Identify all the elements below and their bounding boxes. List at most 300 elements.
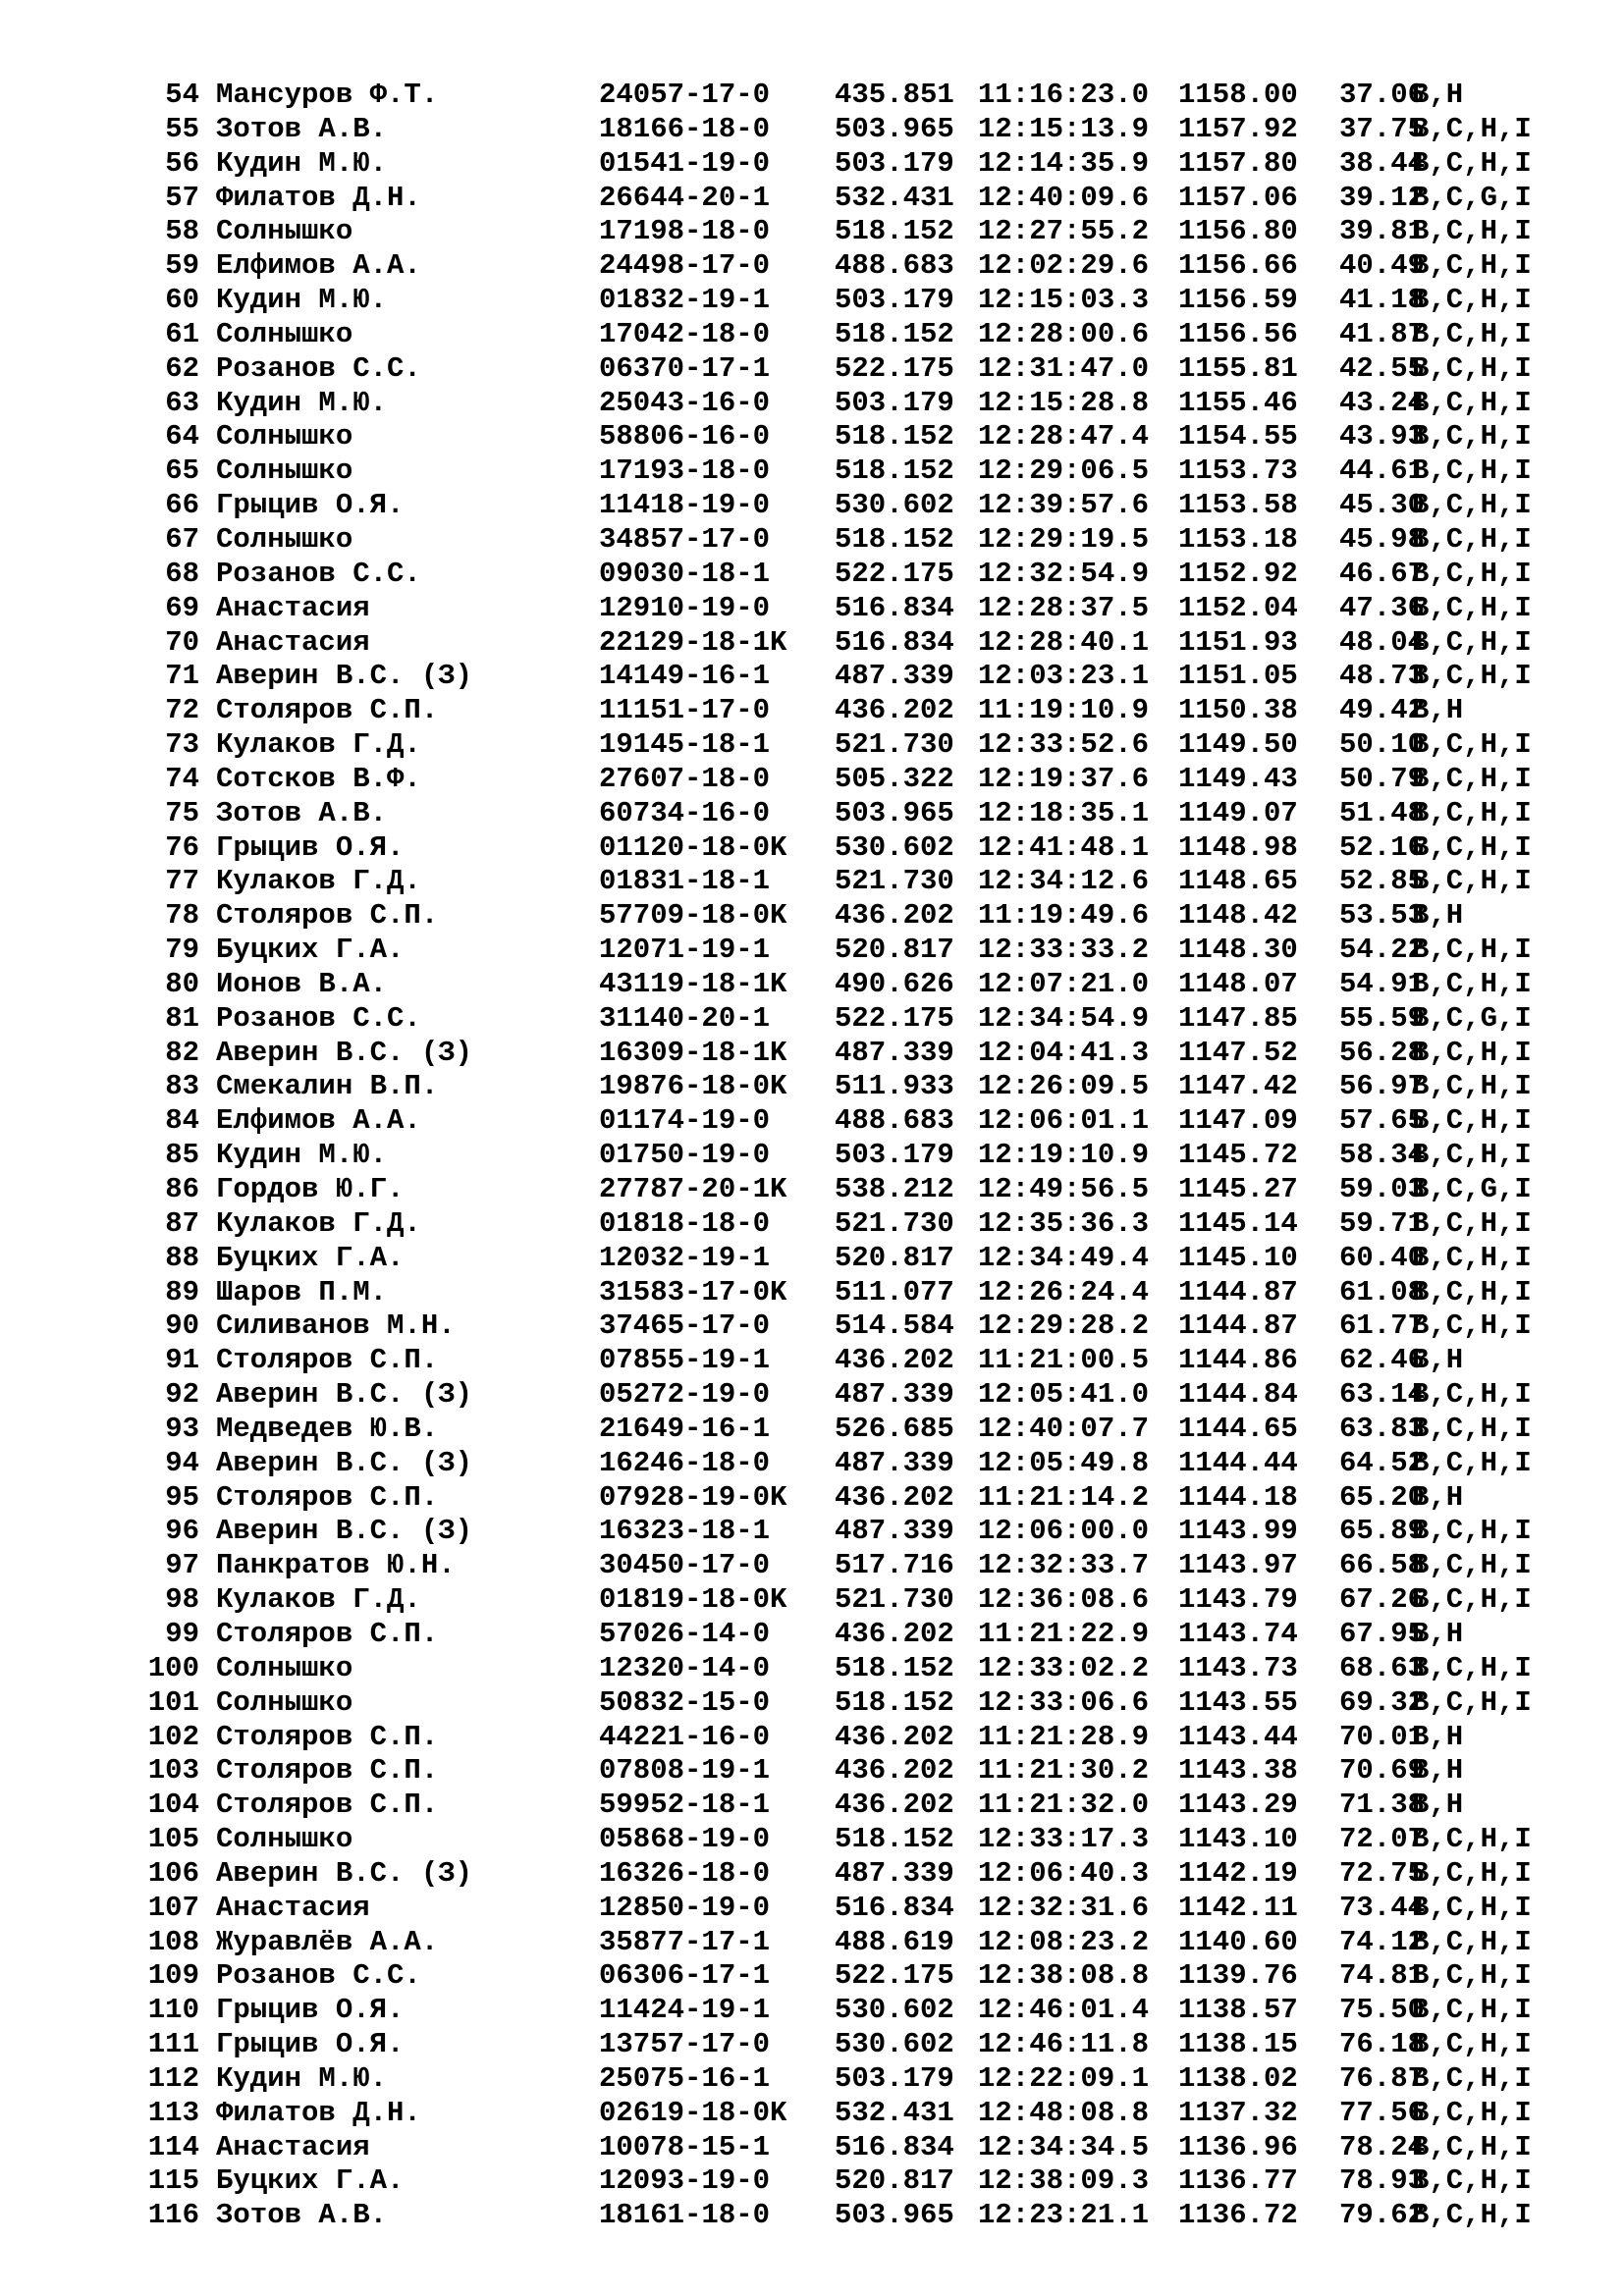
- speed-cell: 1138.15: [1178, 2028, 1298, 2061]
- speed-cell: 1143.55: [1178, 1685, 1298, 1719]
- table-row: [0, 1959, 1624, 1994]
- fancier-name-cell: Столяров С.П.: [216, 1480, 439, 1514]
- flags-cell: B,C,H,I: [1412, 386, 1532, 419]
- speed-cell: 1148.07: [1178, 967, 1298, 1000]
- arrival-time-cell: 12:18:35.1: [978, 796, 1150, 829]
- speed-cell: 1142.19: [1178, 1856, 1298, 1890]
- speed-cell: 1157.80: [1178, 146, 1298, 180]
- ring-number-cell: 17198-18-0: [599, 215, 771, 248]
- table-row: [0, 1037, 1624, 1071]
- distance-cell: 516.834: [835, 1891, 954, 1924]
- coefficient-cell: 74.12: [1339, 1925, 1426, 1958]
- distance-cell: 522.175: [835, 557, 954, 590]
- speed-cell: 1143.79: [1178, 1583, 1298, 1617]
- arrival-time-cell: 12:07:21.0: [978, 967, 1150, 1000]
- fancier-name-cell: Кудин М.Ю.: [216, 2061, 388, 2095]
- fancier-name-cell: Грыцив О.Я.: [216, 489, 405, 522]
- speed-cell: 1143.99: [1178, 1515, 1298, 1548]
- arrival-time-cell: 12:33:02.2: [978, 1651, 1150, 1684]
- arrival-time-cell: 12:46:01.4: [978, 1994, 1150, 2027]
- ring-number-cell: 35877-17-1: [599, 1925, 771, 1958]
- fancier-name-cell: Анастасия: [216, 1891, 370, 1924]
- arrival-time-cell: 12:19:37.6: [978, 762, 1150, 795]
- table-row: [0, 831, 1624, 866]
- fancier-name-cell: Журавлёв А.А.: [216, 1925, 439, 1958]
- speed-cell: 1147.42: [1178, 1070, 1298, 1103]
- fancier-name-cell: Зотов А.В.: [216, 796, 388, 829]
- table-row: [0, 1823, 1624, 1857]
- fancier-name-cell: Мансуров Ф.Т.: [216, 79, 439, 111]
- distance-cell: 520.817: [835, 1241, 954, 1274]
- coefficient-cell: 41.87: [1339, 317, 1426, 350]
- ring-number-cell: 16323-18-1: [599, 1515, 771, 1548]
- distance-cell: 511.077: [835, 1275, 954, 1308]
- ring-number-cell: 13757-17-0: [599, 2028, 771, 2061]
- flags-cell: B,C,H,I: [1412, 1891, 1532, 1924]
- arrival-time-cell: 11:21:22.9: [978, 1617, 1150, 1650]
- ring-number-cell: 01750-19-0: [599, 1139, 771, 1172]
- rank-cell: 67: [165, 522, 199, 556]
- rank-cell: 101: [147, 1685, 199, 1719]
- coefficient-cell: 65.89: [1339, 1515, 1426, 1548]
- speed-cell: 1143.38: [1178, 1754, 1298, 1788]
- fancier-name-cell: Смекалин В.П.: [216, 1070, 439, 1103]
- speed-cell: 1152.04: [1178, 591, 1298, 624]
- rank-cell: 90: [165, 1309, 199, 1343]
- arrival-time-cell: 12:23:21.1: [978, 2199, 1150, 2232]
- flags-cell: B,C,H,I: [1412, 1036, 1532, 1069]
- arrival-time-cell: 12:32:54.9: [978, 557, 1150, 590]
- rank-cell: 60: [165, 284, 199, 317]
- coefficient-cell: 45.98: [1339, 522, 1426, 556]
- speed-cell: 1136.72: [1178, 2199, 1298, 2232]
- distance-cell: 518.152: [835, 420, 954, 454]
- rank-cell: 102: [147, 1720, 199, 1753]
- flags-cell: B,C,H,I: [1412, 796, 1532, 829]
- rank-cell: 68: [165, 557, 199, 590]
- fancier-name-cell: Столяров С.П.: [216, 1344, 439, 1377]
- rank-cell: 108: [147, 1925, 199, 1958]
- speed-cell: 1144.65: [1178, 1412, 1298, 1445]
- speed-cell: 1156.66: [1178, 249, 1298, 283]
- rank-cell: 59: [165, 249, 199, 283]
- coefficient-cell: 59.71: [1339, 1206, 1426, 1240]
- fancier-name-cell: Анастасия: [216, 2130, 370, 2163]
- arrival-time-cell: 12:14:35.9: [978, 146, 1150, 180]
- fancier-name-cell: Шаров П.М.: [216, 1275, 388, 1308]
- fancier-name-cell: Аверин В.С. (З): [216, 1515, 473, 1548]
- coefficient-cell: 59.03: [1339, 1173, 1426, 1205]
- speed-cell: 1145.27: [1178, 1173, 1298, 1205]
- arrival-time-cell: 12:38:08.8: [978, 1959, 1150, 1993]
- fancier-name-cell: Столяров С.П.: [216, 1617, 439, 1650]
- coefficient-cell: 60.40: [1339, 1241, 1426, 1274]
- speed-cell: 1148.65: [1178, 865, 1298, 898]
- rank-cell: 63: [165, 386, 199, 419]
- distance-cell: 517.716: [835, 1549, 954, 1582]
- arrival-time-cell: 11:21:30.2: [978, 1754, 1150, 1788]
- rank-cell: 111: [147, 2028, 199, 2061]
- coefficient-cell: 72.07: [1339, 1823, 1426, 1856]
- flags-cell: B,H: [1412, 1754, 1464, 1788]
- ring-number-cell: 11151-17-0: [599, 694, 771, 727]
- distance-cell: 516.834: [835, 625, 954, 659]
- flags-cell: B,C,H,I: [1412, 489, 1532, 522]
- ring-number-cell: 21649-16-1: [599, 1412, 771, 1445]
- distance-cell: 503.179: [835, 2061, 954, 2095]
- coefficient-cell: 79.62: [1339, 2199, 1426, 2232]
- fancier-name-cell: Анастасия: [216, 591, 370, 624]
- table-row: [0, 1549, 1624, 1583]
- table-row: [0, 1754, 1624, 1789]
- distance-cell: 436.202: [835, 694, 954, 727]
- arrival-time-cell: 12:34:54.9: [978, 1001, 1150, 1035]
- flags-cell: B,C,H,I: [1412, 215, 1532, 248]
- fancier-name-cell: Солнышко: [216, 420, 353, 454]
- table-row: [0, 1721, 1624, 1755]
- ring-number-cell: 12093-19-0: [599, 2164, 771, 2198]
- ring-number-cell: 19876-18-0K: [599, 1070, 787, 1103]
- arrival-time-cell: 12:34:34.5: [978, 2130, 1150, 2163]
- rank-cell: 80: [165, 967, 199, 1000]
- fancier-name-cell: Столяров С.П.: [216, 1789, 439, 1822]
- fancier-name-cell: Анастасия: [216, 625, 370, 659]
- flags-cell: B,C,H,I: [1412, 2130, 1532, 2163]
- table-row: [0, 1481, 1624, 1516]
- distance-cell: 436.202: [835, 899, 954, 933]
- distance-cell: 518.152: [835, 1823, 954, 1856]
- distance-cell: 436.202: [835, 1720, 954, 1753]
- flags-cell: B,C,H,I: [1412, 284, 1532, 317]
- speed-cell: 1145.14: [1178, 1206, 1298, 1240]
- fancier-name-cell: Аверин В.С. (З): [216, 1446, 473, 1479]
- table-row: [0, 592, 1624, 626]
- distance-cell: 488.619: [835, 1925, 954, 1958]
- arrival-time-cell: 12:15:03.3: [978, 284, 1150, 317]
- coefficient-cell: 53.53: [1339, 899, 1426, 933]
- table-row: [0, 1583, 1624, 1618]
- speed-cell: 1152.92: [1178, 557, 1298, 590]
- table-row: [0, 182, 1624, 216]
- coefficient-cell: 65.20: [1339, 1480, 1426, 1514]
- coefficient-cell: 49.42: [1339, 694, 1426, 727]
- coefficient-cell: 37.75: [1339, 112, 1426, 145]
- ring-number-cell: 16326-18-0: [599, 1856, 771, 1890]
- fancier-name-cell: Филатов Д.Н.: [216, 181, 421, 214]
- fancier-name-cell: Розанов С.С.: [216, 1001, 421, 1035]
- rank-cell: 57: [165, 181, 199, 214]
- table-row: [0, 2028, 1624, 2062]
- arrival-time-cell: 12:08:23.2: [978, 1925, 1150, 1958]
- table-row: [0, 626, 1624, 661]
- rank-cell: 115: [147, 2164, 199, 2198]
- arrival-time-cell: 12:15:28.8: [978, 386, 1150, 419]
- arrival-time-cell: 12:33:06.6: [978, 1685, 1150, 1719]
- distance-cell: 490.626: [835, 967, 954, 1000]
- ring-number-cell: 37465-17-0: [599, 1309, 771, 1343]
- table-row: [0, 1139, 1624, 1173]
- speed-cell: 1136.96: [1178, 2130, 1298, 2163]
- speed-cell: 1148.30: [1178, 934, 1298, 967]
- speed-cell: 1157.06: [1178, 181, 1298, 214]
- flags-cell: B,C,H,I: [1412, 1685, 1532, 1719]
- coefficient-cell: 41.18: [1339, 284, 1426, 317]
- rank-cell: 84: [165, 1104, 199, 1138]
- speed-cell: 1148.98: [1178, 830, 1298, 864]
- rank-cell: 104: [147, 1789, 199, 1822]
- fancier-name-cell: Розанов С.С.: [216, 1959, 421, 1993]
- arrival-time-cell: 12:26:24.4: [978, 1275, 1150, 1308]
- flags-cell: B,C,H,I: [1412, 1070, 1532, 1103]
- flags-cell: B,C,H,I: [1412, 1994, 1532, 2027]
- fancier-name-cell: Солнышко: [216, 317, 353, 350]
- rank-cell: 61: [165, 317, 199, 350]
- fancier-name-cell: Буцких Г.А.: [216, 2164, 405, 2198]
- table-row: [0, 1070, 1624, 1104]
- fancier-name-cell: Кулаков Г.Д.: [216, 865, 421, 898]
- distance-cell: 503.965: [835, 2199, 954, 2232]
- fancier-name-cell: Елфимов А.А.: [216, 249, 421, 283]
- rank-cell: 78: [165, 899, 199, 933]
- table-row: [0, 113, 1624, 147]
- arrival-time-cell: 12:05:49.8: [978, 1446, 1150, 1479]
- distance-cell: 522.175: [835, 1001, 954, 1035]
- speed-cell: 1156.59: [1178, 284, 1298, 317]
- coefficient-cell: 54.22: [1339, 934, 1426, 967]
- table-row: [0, 79, 1624, 113]
- ring-number-cell: 12320-14-0: [599, 1651, 771, 1684]
- arrival-time-cell: 12:04:41.3: [978, 1036, 1150, 1069]
- flags-cell: B,C,H,I: [1412, 557, 1532, 590]
- fancier-name-cell: Розанов С.С.: [216, 557, 421, 590]
- flags-cell: B,C,H,I: [1412, 1275, 1532, 1308]
- arrival-time-cell: 12:06:01.1: [978, 1104, 1150, 1138]
- arrival-time-cell: 12:29:28.2: [978, 1309, 1150, 1343]
- fancier-name-cell: Солнышко: [216, 1685, 353, 1719]
- arrival-time-cell: 12:06:40.3: [978, 1856, 1150, 1890]
- flags-cell: B,H: [1412, 899, 1464, 933]
- arrival-time-cell: 12:40:09.6: [978, 181, 1150, 214]
- results-table: [0, 79, 1624, 2233]
- flags-cell: B,C,H,I: [1412, 522, 1532, 556]
- fancier-name-cell: Грыцив О.Я.: [216, 2028, 405, 2061]
- speed-cell: 1144.44: [1178, 1446, 1298, 1479]
- speed-cell: 1154.55: [1178, 420, 1298, 454]
- table-row: [0, 1515, 1624, 1549]
- flags-cell: B,C,H,I: [1412, 934, 1532, 967]
- table-row: [0, 2062, 1624, 2097]
- rank-cell: 77: [165, 865, 199, 898]
- table-row: [0, 215, 1624, 249]
- ring-number-cell: 44221-16-0: [599, 1720, 771, 1753]
- fancier-name-cell: Кулаков Г.Д.: [216, 728, 421, 762]
- coefficient-cell: 52.85: [1339, 865, 1426, 898]
- speed-cell: 1142.11: [1178, 1891, 1298, 1924]
- flags-cell: B,H: [1412, 1789, 1464, 1822]
- coefficient-cell: 67.95: [1339, 1617, 1426, 1650]
- table-row: [0, 1892, 1624, 1926]
- ring-number-cell: 01831-18-1: [599, 865, 771, 898]
- ring-number-cell: 01174-19-0: [599, 1104, 771, 1138]
- coefficient-cell: 76.18: [1339, 2028, 1426, 2061]
- rank-cell: 107: [147, 1891, 199, 1924]
- fancier-name-cell: Кудин М.Ю.: [216, 1139, 388, 1172]
- distance-cell: 521.730: [835, 865, 954, 898]
- distance-cell: 487.339: [835, 1378, 954, 1412]
- table-row: [0, 694, 1624, 728]
- table-row: [0, 1926, 1624, 1960]
- fancier-name-cell: Кудин М.Ю.: [216, 284, 388, 317]
- ring-number-cell: 25075-16-1: [599, 2061, 771, 2095]
- speed-cell: 1158.00: [1178, 79, 1298, 111]
- coefficient-cell: 76.87: [1339, 2061, 1426, 2095]
- coefficient-cell: 71.38: [1339, 1789, 1426, 1822]
- speed-cell: 1138.02: [1178, 2061, 1298, 2095]
- arrival-time-cell: 12:35:36.3: [978, 1206, 1150, 1240]
- distance-cell: 520.817: [835, 2164, 954, 2198]
- speed-cell: 1143.29: [1178, 1789, 1298, 1822]
- ring-number-cell: 05272-19-0: [599, 1378, 771, 1412]
- distance-cell: 520.817: [835, 934, 954, 967]
- flags-cell: B,C,H,I: [1412, 762, 1532, 795]
- ring-number-cell: 05868-19-0: [599, 1823, 771, 1856]
- flags-cell: B,C,H,I: [1412, 1856, 1532, 1890]
- rank-cell: 96: [165, 1515, 199, 1548]
- distance-cell: 532.431: [835, 2096, 954, 2129]
- fancier-name-cell: Сотсков В.Ф.: [216, 762, 421, 795]
- table-row: [0, 1173, 1624, 1207]
- flags-cell: B,C,H,I: [1412, 1206, 1532, 1240]
- speed-cell: 1139.76: [1178, 1959, 1298, 1993]
- rank-cell: 83: [165, 1070, 199, 1103]
- speed-cell: 1143.97: [1178, 1549, 1298, 1582]
- coefficient-cell: 48.73: [1339, 660, 1426, 693]
- rank-cell: 95: [165, 1480, 199, 1514]
- arrival-time-cell: 12:36:08.6: [978, 1583, 1150, 1617]
- speed-cell: 1150.38: [1178, 694, 1298, 727]
- arrival-time-cell: 12:46:11.8: [978, 2028, 1150, 2061]
- flags-cell: B,C,H,I: [1412, 1959, 1532, 1993]
- arrival-time-cell: 12:49:56.5: [978, 1173, 1150, 1205]
- coefficient-cell: 39.12: [1339, 181, 1426, 214]
- rank-cell: 73: [165, 728, 199, 762]
- arrival-time-cell: 11:21:14.2: [978, 1480, 1150, 1514]
- flags-cell: B,C,H,I: [1412, 967, 1532, 1000]
- rank-cell: 82: [165, 1036, 199, 1069]
- table-row: [0, 249, 1624, 284]
- table-row: [0, 1789, 1624, 1823]
- speed-cell: 1145.72: [1178, 1139, 1298, 1172]
- flags-cell: B,C,H,I: [1412, 2164, 1532, 2198]
- speed-cell: 1140.60: [1178, 1925, 1298, 1958]
- arrival-time-cell: 12:40:07.7: [978, 1412, 1150, 1445]
- coefficient-cell: 77.56: [1339, 2096, 1426, 2129]
- coefficient-cell: 62.46: [1339, 1344, 1426, 1377]
- flags-cell: B,C,H,I: [1412, 317, 1532, 350]
- table-row: [0, 934, 1624, 968]
- speed-cell: 1138.57: [1178, 1994, 1298, 2027]
- rank-cell: 89: [165, 1275, 199, 1308]
- arrival-time-cell: 11:21:32.0: [978, 1789, 1150, 1822]
- coefficient-cell: 58.34: [1339, 1139, 1426, 1172]
- distance-cell: 538.212: [835, 1173, 954, 1205]
- flags-cell: B,C,H,I: [1412, 1241, 1532, 1274]
- ring-number-cell: 57709-18-0K: [599, 899, 787, 933]
- ring-number-cell: 24498-17-0: [599, 249, 771, 283]
- table-row: [0, 523, 1624, 558]
- coefficient-cell: 63.83: [1339, 1412, 1426, 1445]
- flags-cell: B,C,H,I: [1412, 2028, 1532, 2061]
- rank-cell: 106: [147, 1856, 199, 1890]
- flags-cell: B,C,G,I: [1412, 1001, 1532, 1035]
- table-row: [0, 1618, 1624, 1652]
- coefficient-cell: 78.24: [1339, 2130, 1426, 2163]
- fancier-name-cell: Столяров С.П.: [216, 1754, 439, 1788]
- coefficient-cell: 56.97: [1339, 1070, 1426, 1103]
- table-row: [0, 1104, 1624, 1139]
- flags-cell: B,C,H,I: [1412, 591, 1532, 624]
- arrival-time-cell: 12:19:10.9: [978, 1139, 1150, 1172]
- coefficient-cell: 70.01: [1339, 1720, 1426, 1753]
- rank-cell: 70: [165, 625, 199, 659]
- arrival-time-cell: 12:32:33.7: [978, 1549, 1150, 1582]
- fancier-name-cell: Ионов В.А.: [216, 967, 388, 1000]
- arrival-time-cell: 12:33:17.3: [978, 1823, 1150, 1856]
- ring-number-cell: 43119-18-1K: [599, 967, 787, 1000]
- coefficient-cell: 43.24: [1339, 386, 1426, 419]
- coefficient-cell: 40.49: [1339, 249, 1426, 283]
- coefficient-cell: 54.91: [1339, 967, 1426, 1000]
- table-row: [0, 899, 1624, 934]
- table-row: [0, 1686, 1624, 1721]
- speed-cell: 1149.43: [1178, 762, 1298, 795]
- flags-cell: B,H: [1412, 1617, 1464, 1650]
- speed-cell: 1151.93: [1178, 625, 1298, 659]
- coefficient-cell: 61.08: [1339, 1275, 1426, 1308]
- distance-cell: 530.602: [835, 2028, 954, 2061]
- ring-number-cell: 01832-19-1: [599, 284, 771, 317]
- flags-cell: B,C,H,I: [1412, 351, 1532, 385]
- coefficient-cell: 56.28: [1339, 1036, 1426, 1069]
- rank-cell: 55: [165, 112, 199, 145]
- flags-cell: B,H: [1412, 1480, 1464, 1514]
- table-row: [0, 968, 1624, 1002]
- coefficient-cell: 39.81: [1339, 215, 1426, 248]
- speed-cell: 1156.80: [1178, 215, 1298, 248]
- fancier-name-cell: Буцких Г.А.: [216, 1241, 405, 1274]
- ring-number-cell: 27607-18-0: [599, 762, 771, 795]
- distance-cell: 503.179: [835, 284, 954, 317]
- coefficient-cell: 64.52: [1339, 1446, 1426, 1479]
- distance-cell: 518.152: [835, 522, 954, 556]
- distance-cell: 518.152: [835, 215, 954, 248]
- arrival-time-cell: 12:05:41.0: [978, 1378, 1150, 1412]
- flags-cell: B,C,H,I: [1412, 1651, 1532, 1684]
- flags-cell: B,H: [1412, 694, 1464, 727]
- fancier-name-cell: Солнышко: [216, 215, 353, 248]
- distance-cell: 503.965: [835, 112, 954, 145]
- distance-cell: 436.202: [835, 1344, 954, 1377]
- fancier-name-cell: Аверин В.С. (З): [216, 1378, 473, 1412]
- rank-cell: 112: [147, 2061, 199, 2095]
- flags-cell: B,C,H,I: [1412, 1515, 1532, 1548]
- speed-cell: 1144.84: [1178, 1378, 1298, 1412]
- coefficient-cell: 50.10: [1339, 728, 1426, 762]
- arrival-time-cell: 12:38:09.3: [978, 2164, 1150, 2198]
- fancier-name-cell: Солнышко: [216, 454, 353, 488]
- coefficient-cell: 57.65: [1339, 1104, 1426, 1138]
- flags-cell: B,C,H,I: [1412, 1412, 1532, 1445]
